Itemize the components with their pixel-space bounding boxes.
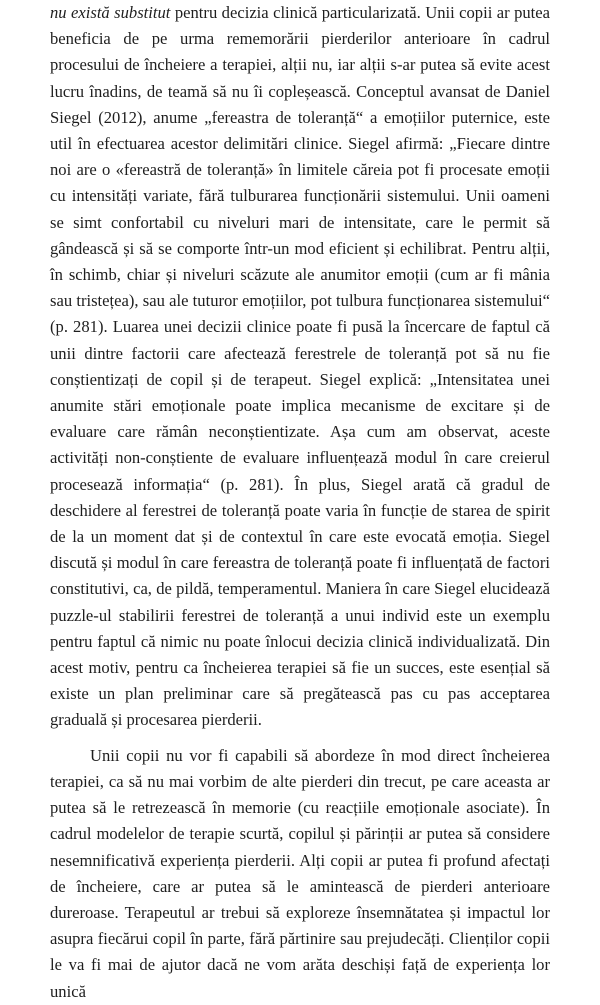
paragraph-2-body-run: Unii copii nu vor fi capabili să abordeze în mod direct încheierea terapiei, ca să nu mai vorbim de alte pierderi din trecut, pe care aceasta ar putea să le retrezească în memorie (cu reacțiile emoționale asociate). În cadrul modelelor de terapie scurtă, copilul și părinții ar putea să considere nesemnificativă experiența pierderii. Alți copii ar putea fi profund afectați de încheiere, care ar putea să le amintească de pierderi anterioare dureroase. Terapeutul ar trebui să exploreze însemnătatea și impactul lor asupra fiecărui copil în parte, fără părtinire sau prejudecăți. Clienților copii le va fi mai de ajutor dacă ne vom arăta deschiși față de experiența lor unică [50,745,550,1001]
paragraph-2 [50,743,550,1005]
paragraph-1-body-run: pentru decizia clinică particularizată. Unii copii ar putea beneficia de pe urma rememorării pierderilor anterioare în cadrul procesului de încheiere a terapiei, alții nu, iar alții s-ar putea să evite acest lucru înadins, de teamă să nu îi copleșească. Conceptul avansat de Daniel Siegel (2012), anume „fereastra de toleranță“ a emoțiilor puternice, este util în efectuarea acestor delimitări clinice. Siegel afirmă: „Fiecare dintre noi are o «fereastră de toleranță» în limitele căreia pot fi procesate emoții cu intensități variate, fără tulburarea funcționării sistemului. Unii oameni se simt confortabil cu niveluri mari de intensitate, care le permit să gândească și să se comporte într-un mod eficient și echilibrat. Pentru alții, în schimb, chiar și niveluri scăzute ale anumitor emoții (cum ar fi mânia sau tristețea), sau ale tuturor emoțiilor, pot tulbura funcționarea sistemului“ (p. 281). Luarea unei decizii clinice poate fi pusă la încercare de faptul că unii dintre factorii care afectează ferestrele de toleranță pot să nu fie conștientizați de copil și de terapeut. Siegel explică: „Intensitatea unei anumite stări emoționale poate implica mecanisme de excitare și de evaluare care rămân neconștientizate. Așa cum am observat, aceste activități non-conștiente de evaluare influențează modul în care creierul procesează informația“ (p. 281). În plus, Siegel arată că gradul de deschidere al ferestrei de toleranță poate varia în funcție de starea de spirit de la un moment dat și de contextul în care este evocată emoția. Siegel discută și modul în care fereastra de toleranță poate fi influențată de factori constitutivi, ca, de pildă, temperamentul. Maniera în care Siegel elucidează puzzle-ul stabilirii ferestrei de toleranță a unui individ este un exemplu pentru faptul că nimic nu poate înlocui decizia clinică individualizată. Din acest motiv, pentru ca încheierea terapiei să fie un succes, este esențial să existe un plan preliminar care să pregătească pas cu pas acceptarea graduală și procesarea pierderii. [50,3,551,730]
document-page [50,0,550,1005]
paragraph-1 [50,0,550,734]
paragraph-1-italic-run: nu există substitut [50,3,171,22]
